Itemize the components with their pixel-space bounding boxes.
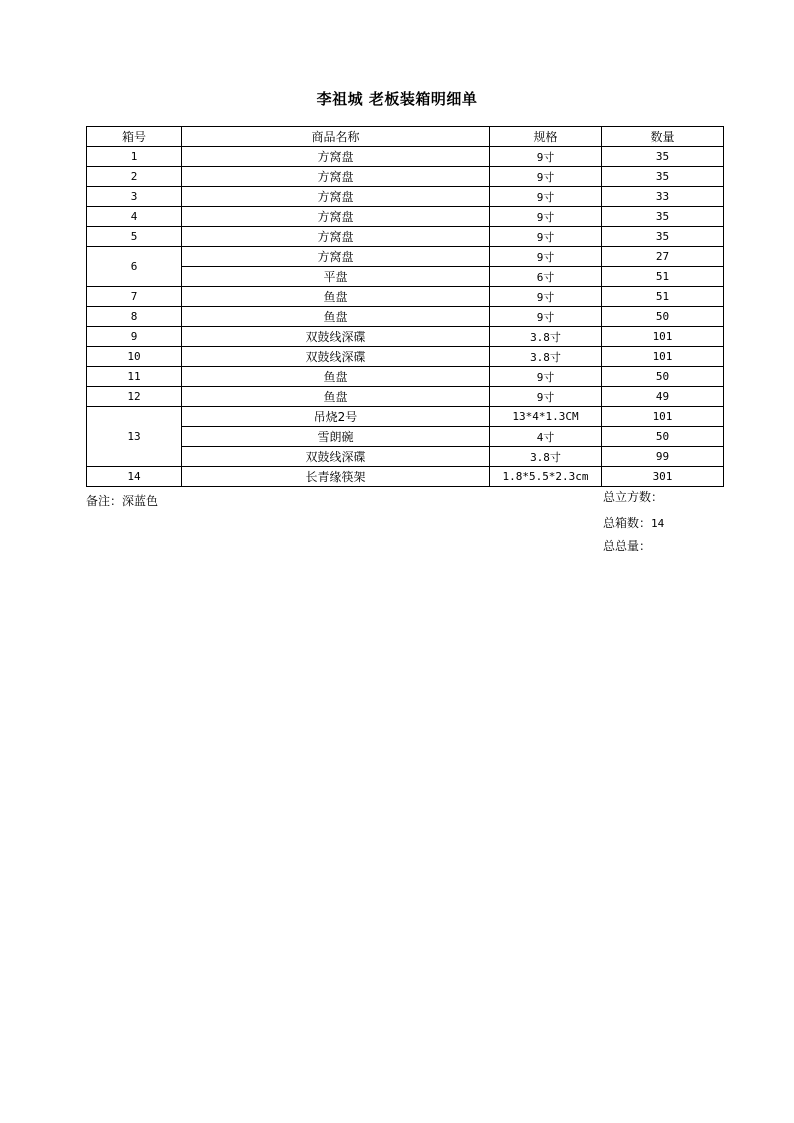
- spec-cell: 9寸: [490, 307, 602, 327]
- product-name-cell: 方窝盘: [182, 227, 490, 247]
- table-row: [87, 387, 724, 407]
- quantity-cell: 50: [602, 307, 724, 327]
- spec-cell: 9寸: [490, 287, 602, 307]
- spec-cell: 9寸: [490, 247, 602, 267]
- box-number-cell: 2: [87, 167, 182, 187]
- spec-cell: 3.8寸: [490, 347, 602, 367]
- header-box-no: 箱号: [87, 127, 182, 147]
- quantity-cell: 33: [602, 187, 724, 207]
- quantity-cell: 35: [602, 227, 724, 247]
- summary-total-boxes: [603, 514, 664, 531]
- product-name-cell: 鱼盘: [182, 387, 490, 407]
- box-number-cell: 13: [87, 407, 182, 467]
- table-row: [87, 167, 724, 187]
- product-name-cell: 平盘: [182, 267, 490, 287]
- table-header-row: [87, 127, 724, 147]
- box-number-cell: 5: [87, 227, 182, 247]
- quantity-cell: 51: [602, 267, 724, 287]
- product-name-cell: 双鼓线深碟: [182, 327, 490, 347]
- quantity-cell: 35: [602, 167, 724, 187]
- product-name-cell: 长青缘筷架: [182, 467, 490, 487]
- product-name-cell: 鱼盘: [182, 367, 490, 387]
- packing-table: [86, 126, 724, 487]
- spec-cell: 9寸: [490, 207, 602, 227]
- spec-cell: 4寸: [490, 427, 602, 447]
- summary-total-volume-label: 总立方数：: [603, 490, 664, 504]
- header-product-name: 商品名称: [182, 127, 490, 147]
- table-row: [87, 327, 724, 347]
- quantity-cell: 51: [602, 287, 724, 307]
- table-row: [87, 467, 724, 487]
- quantity-cell: 49: [602, 387, 724, 407]
- spec-cell: 6寸: [490, 267, 602, 287]
- header-spec: 规格: [490, 127, 602, 147]
- table-row: [87, 347, 724, 367]
- table-row: [87, 427, 724, 447]
- summary-total-volume: [603, 488, 663, 505]
- box-number-cell: 9: [87, 327, 182, 347]
- box-number-cell: 6: [87, 247, 182, 287]
- quantity-cell: 101: [602, 407, 724, 427]
- spec-cell: 3.8寸: [490, 447, 602, 467]
- table-row: [87, 247, 724, 267]
- table-row: [87, 287, 724, 307]
- summary-total-boxes-label: 总箱数：: [603, 516, 652, 530]
- quantity-cell: 27: [602, 247, 724, 267]
- table-body: [87, 147, 724, 487]
- spec-cell: 9寸: [490, 387, 602, 407]
- product-name-cell: 双鼓线深碟: [182, 447, 490, 467]
- summary-total-quantity: [603, 537, 651, 554]
- spec-cell: 13*4*1.3CM: [490, 407, 602, 427]
- spec-cell: 1.8*5.5*2.3cm: [490, 467, 602, 487]
- box-number-cell: 7: [87, 287, 182, 307]
- box-number-cell: 3: [87, 187, 182, 207]
- spec-cell: 9寸: [490, 227, 602, 247]
- box-number-cell: 8: [87, 307, 182, 327]
- quantity-cell: 35: [602, 207, 724, 227]
- quantity-cell: 50: [602, 367, 724, 387]
- table-row: [87, 267, 724, 287]
- table-row: [87, 147, 724, 167]
- spec-cell: 9寸: [490, 167, 602, 187]
- product-name-cell: 鱼盘: [182, 307, 490, 327]
- table-row: [87, 367, 724, 387]
- table-row: [87, 207, 724, 227]
- spec-cell: 3.8寸: [490, 327, 602, 347]
- quantity-cell: 35: [602, 147, 724, 167]
- remark-note: 备注：深蓝色: [86, 494, 159, 508]
- summary-total-boxes-value: 14: [651, 517, 665, 530]
- page-title: 李祖城 老板装箱明细单: [316, 90, 478, 108]
- table-row: [87, 307, 724, 327]
- product-name-cell: 方窝盘: [182, 147, 490, 167]
- spec-cell: 9寸: [490, 187, 602, 207]
- table-row: [87, 447, 724, 467]
- box-number-cell: 14: [87, 467, 182, 487]
- quantity-cell: 301: [602, 467, 724, 487]
- product-name-cell: 方窝盘: [182, 167, 490, 187]
- box-number-cell: 12: [87, 387, 182, 407]
- product-name-cell: 雪朗碗: [182, 427, 490, 447]
- product-name-cell: 方窝盘: [182, 207, 490, 227]
- quantity-cell: 101: [602, 347, 724, 367]
- product-name-cell: 双鼓线深碟: [182, 347, 490, 367]
- spec-cell: 9寸: [490, 147, 602, 167]
- product-name-cell: 鱼盘: [182, 287, 490, 307]
- quantity-cell: 99: [602, 447, 724, 467]
- header-quantity: 数量: [602, 127, 724, 147]
- table-row: [87, 227, 724, 247]
- quantity-cell: 50: [602, 427, 724, 447]
- product-name-cell: 方窝盘: [182, 247, 490, 267]
- product-name-cell: 吊烧2号: [182, 407, 490, 427]
- table-row: [87, 187, 724, 207]
- summary-total-quantity-label: 总总量：: [603, 539, 652, 553]
- box-number-cell: 4: [87, 207, 182, 227]
- quantity-cell: 101: [602, 327, 724, 347]
- product-name-cell: 方窝盘: [182, 187, 490, 207]
- table-row: [87, 407, 724, 427]
- box-number-cell: 11: [87, 367, 182, 387]
- spec-cell: 9寸: [490, 367, 602, 387]
- box-number-cell: 10: [87, 347, 182, 367]
- box-number-cell: 1: [87, 147, 182, 167]
